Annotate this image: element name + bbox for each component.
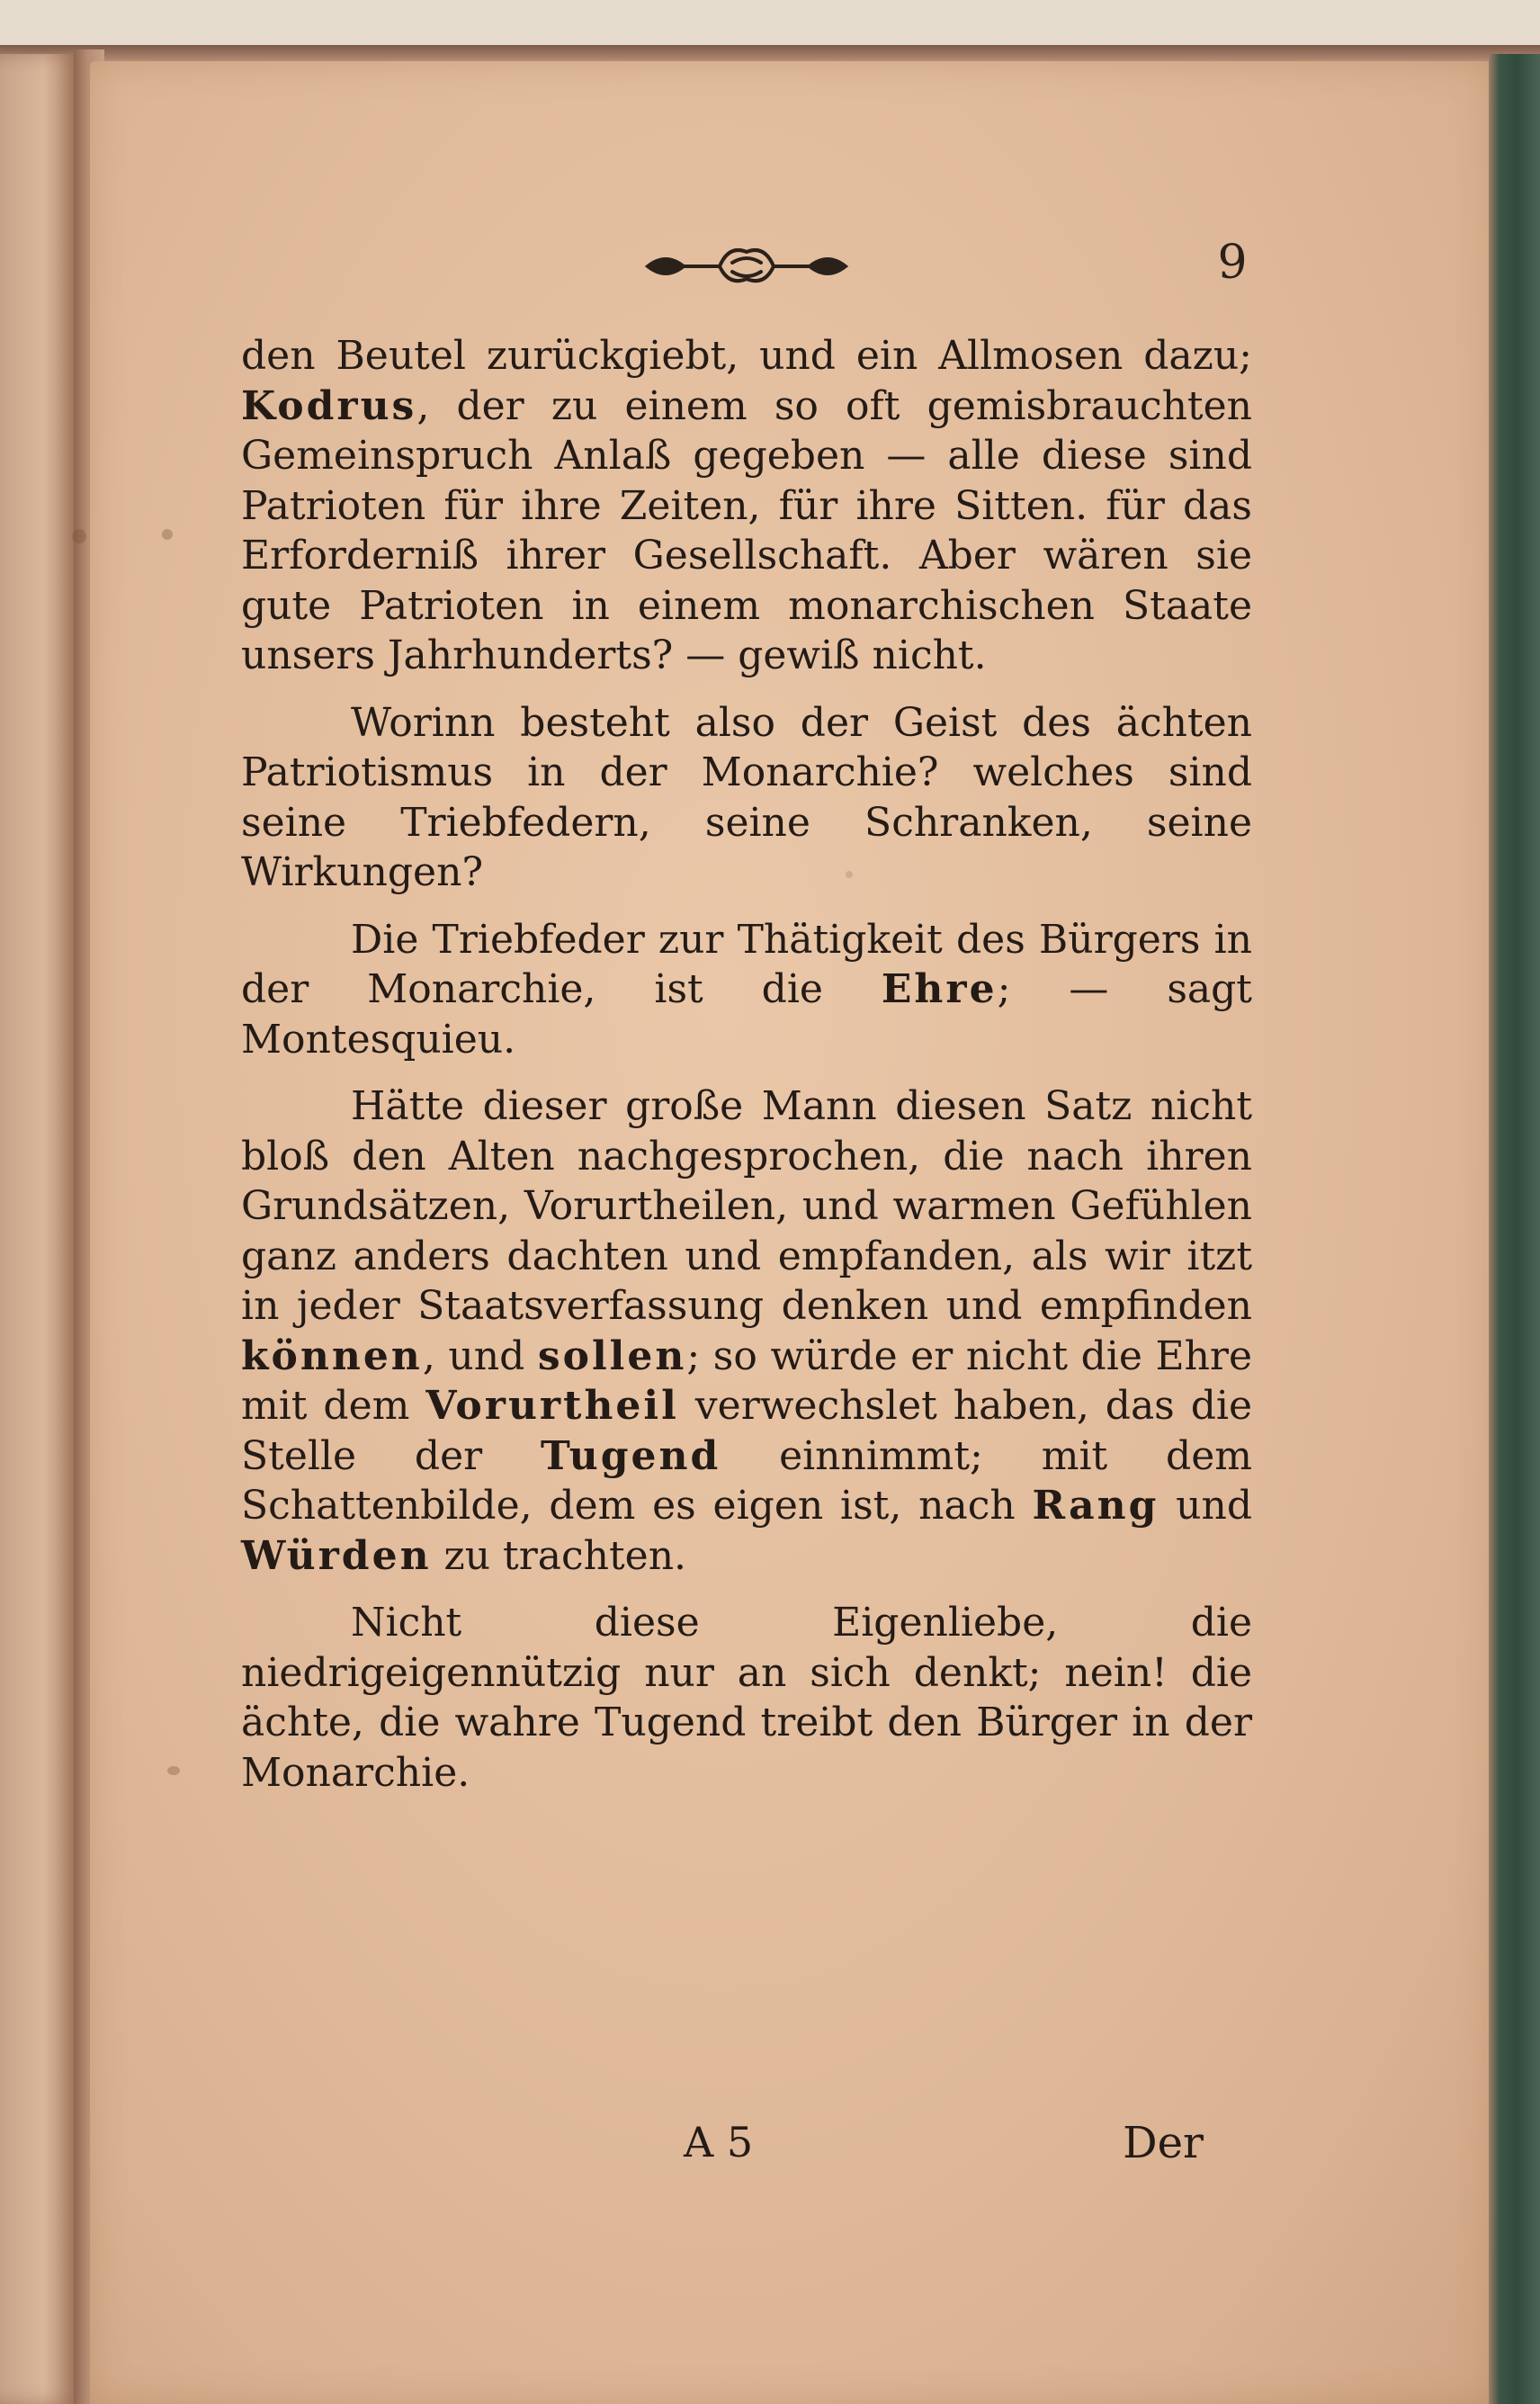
paragraph-1 — [241, 331, 1252, 681]
ornamental-fleuron-icon — [639, 236, 855, 292]
text-span: , der zu einem so oft gemisbrauchten Gemeinspruch Anlaß gegeben — alle diese sind Patrioten für ihre Zeiten, für ihre Sitten. für das Erforderniß ihrer Gesellschaft. Aber wären sie gute Patrioten in einem monarchischen Staate unsers Jahrhunderts? — gewiß nicht. — [241, 382, 1252, 678]
page-number: 9 — [1217, 236, 1248, 290]
left-page-edge — [0, 54, 79, 2404]
text-span: und — [1159, 1483, 1253, 1529]
emphasized-word: Würden — [241, 1532, 432, 1579]
text-span: Nicht diese Eigenliebe, die niedrigeigennützig nur an sich denkt; nein! die ächte, die wahre Tugend treibt den Bürger in der Monarchie. — [241, 1600, 1252, 1796]
text-span: Die Triebfeder zur Thätigkeit des Bürgers in der Monarchie, ist die — [241, 916, 1252, 1012]
text-span: den Beutel zurückgiebt, und ein Allmosen dazu; — [241, 333, 1252, 379]
paragraph-5 — [241, 1598, 1252, 1798]
page-footer — [0, 2118, 1540, 2181]
emphasized-name: Kodrus — [241, 382, 417, 429]
signature-mark: A 5 — [684, 2118, 754, 2166]
text-span: , und — [422, 1332, 538, 1379]
emphasized-word: Rang — [1032, 1483, 1159, 1529]
green-cover-edge — [1489, 54, 1540, 2404]
emphasized-word: Tugend — [541, 1432, 721, 1479]
text-span: verwechslet haben, das die Stelle der — [241, 1383, 1252, 1479]
text-span: Worinn besteht also der Geist des ächten Patriotismus in der Monarchie? welches sind seine Triebfedern, seine Schranken, seine Wirkungen? — [241, 699, 1252, 895]
paragraph-4 — [241, 1081, 1252, 1581]
emphasized-word: Ehre — [881, 966, 998, 1012]
body-text — [241, 331, 1252, 1815]
text-span: ; so würde er nicht die Ehre mit dem — [241, 1332, 1252, 1429]
text-span: ; — sagt Montesquieu. — [241, 966, 1252, 1063]
emphasized-word: können — [241, 1332, 423, 1379]
emphasized-word: sollen — [537, 1332, 687, 1379]
emphasized-word: Vorurtheil — [425, 1383, 679, 1429]
text-span: einnimmt; mit dem Schattenbilde, dem es eigen ist, nach — [241, 1432, 1252, 1529]
catchword: Der — [1123, 2118, 1204, 2168]
paragraph-3 — [241, 915, 1252, 1065]
paragraph-2 — [241, 698, 1252, 898]
text-span: Hätte dieser große Mann diesen Satz nicht bloß den Alten nachgesprochen, die nach ihren Grundsätzen, Vorurtheilen, und warmen Gefühlen ganz anders dachten und empfanden, als wir itzt in jeder Staatsverfassung denken und empfinden — [241, 1083, 1252, 1329]
text-span: zu trachten. — [431, 1532, 687, 1579]
